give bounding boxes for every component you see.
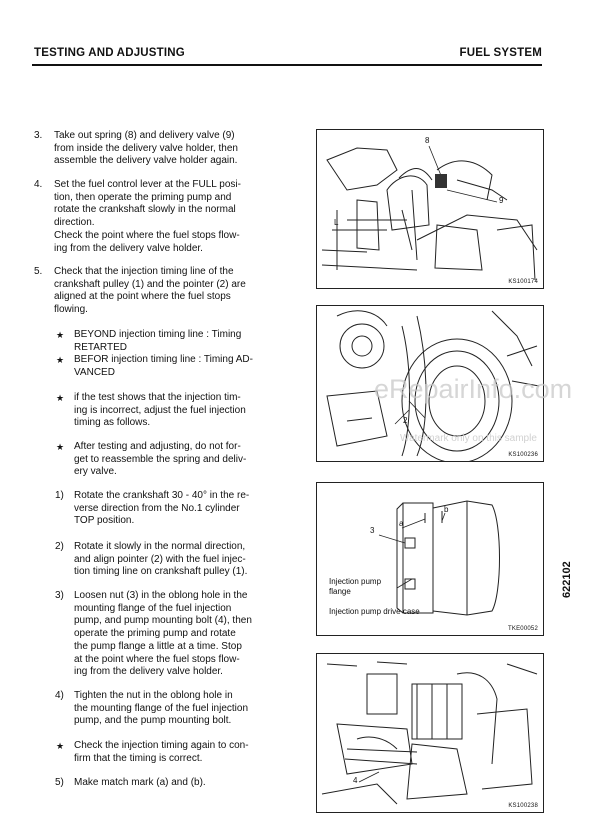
substep-number: 1) <box>55 490 64 501</box>
callout-4: 4 <box>353 776 358 785</box>
section-title: TESTING AND ADJUSTING <box>34 47 185 59</box>
note-text: if the test shows that the injection tim- ing is incorrect, adjust the fuel injection timing as follows. <box>74 392 246 429</box>
star-bullet: ★ <box>56 442 65 452</box>
callout-a: a <box>399 519 404 528</box>
star-bullet: ★ <box>56 393 65 403</box>
note-text: BEYOND injection timing line : Timing RETARTED <box>74 329 242 353</box>
substep-text: Make match mark (a) and (b). <box>74 777 206 788</box>
callout-2: 2 <box>403 416 408 425</box>
substep-text: Tighten the nut in the oblong hole in the mounting flange of the fuel injection pump, and the pump mounting bolt. <box>74 690 249 727</box>
label-injection-pump-flange: Injection pump flange <box>329 577 382 596</box>
callout-3: 3 <box>370 526 375 535</box>
label-injection-pump-drive-case: Injection pump drive case <box>329 607 420 616</box>
figure-code: KS100174 <box>508 279 538 285</box>
figure-delivery-valve-drawing <box>317 130 543 288</box>
step-number: 4. <box>34 179 43 190</box>
substep-text: Rotate the crankshaft 30 - 40° in the re- verse direction from the No.1 cylinder TOP position. <box>74 490 250 527</box>
substep-number: 5) <box>55 777 64 788</box>
star-bullet: ★ <box>56 741 65 751</box>
step-number: 3. <box>34 130 43 141</box>
note-text: Check the injection timing again to con- firm that the timing is correct. <box>74 740 249 764</box>
callout-b: b <box>444 505 449 514</box>
step-text: Take out spring (8) and delivery valve (9) from inside the delivery valve holder, then assemble the delivery valve holder again. <box>54 130 238 167</box>
figure-pump-mounting-bolt <box>316 653 544 813</box>
header-rule <box>32 64 542 66</box>
watermark-notice: Watermark only on this sample <box>400 433 537 444</box>
figure-match-marks <box>316 482 544 636</box>
figure-code: KS100238 <box>508 803 538 809</box>
step-number: 5. <box>34 266 43 277</box>
note-text: BEFOR injection timing line : Timing AD- VANCED <box>74 354 253 378</box>
watermark-logo: eRepairInfo.com <box>374 374 573 404</box>
figure-code: KS100236 <box>508 452 538 458</box>
callout-L: L <box>334 218 339 227</box>
substep-text: Rotate it slowly in the normal direction, and align pointer (2) with the fuel injec- tion timing line on crankshaft pulley (1). <box>74 541 248 578</box>
star-bullet: ★ <box>56 355 65 365</box>
callout-9: 9 <box>499 196 504 205</box>
side-page-number: 622102 <box>561 561 573 598</box>
substep-number: 3) <box>55 590 64 601</box>
figure-code: TKE00052 <box>508 626 538 632</box>
step-text: Check that the injection timing line of the crankshaft pulley (1) and the pointer (2) are aligned at the point where the fuel stops flowing. <box>54 266 246 316</box>
step-text: Set the fuel control lever at the FULL posi- tion, then operate the priming pump and rotate the crankshaft slowly in the normal direction. Check the point where the fuel stops flow- ing from the delivery valve holder. <box>54 179 241 254</box>
callout-8: 8 <box>425 136 430 145</box>
star-bullet: ★ <box>56 330 65 340</box>
note-text: After testing and adjusting, do not for- get to reassemble the spring and deliv- ery valve. <box>74 441 247 478</box>
figure-pump-mounting-bolt-drawing <box>317 654 543 812</box>
figure-delivery-valve <box>316 129 544 289</box>
chapter-title: FUEL SYSTEM <box>459 47 542 59</box>
substep-number: 2) <box>55 541 64 552</box>
substep-number: 4) <box>55 690 64 701</box>
substep-text: Loosen nut (3) in the oblong hole in the mounting flange of the fuel injection pump, and pump mounting bolt (4), then operate the priming pump and rotate the pump flange a little at a time. Stop at the point where the fuel stops flow- ing from the delivery valve holder. <box>74 590 252 678</box>
